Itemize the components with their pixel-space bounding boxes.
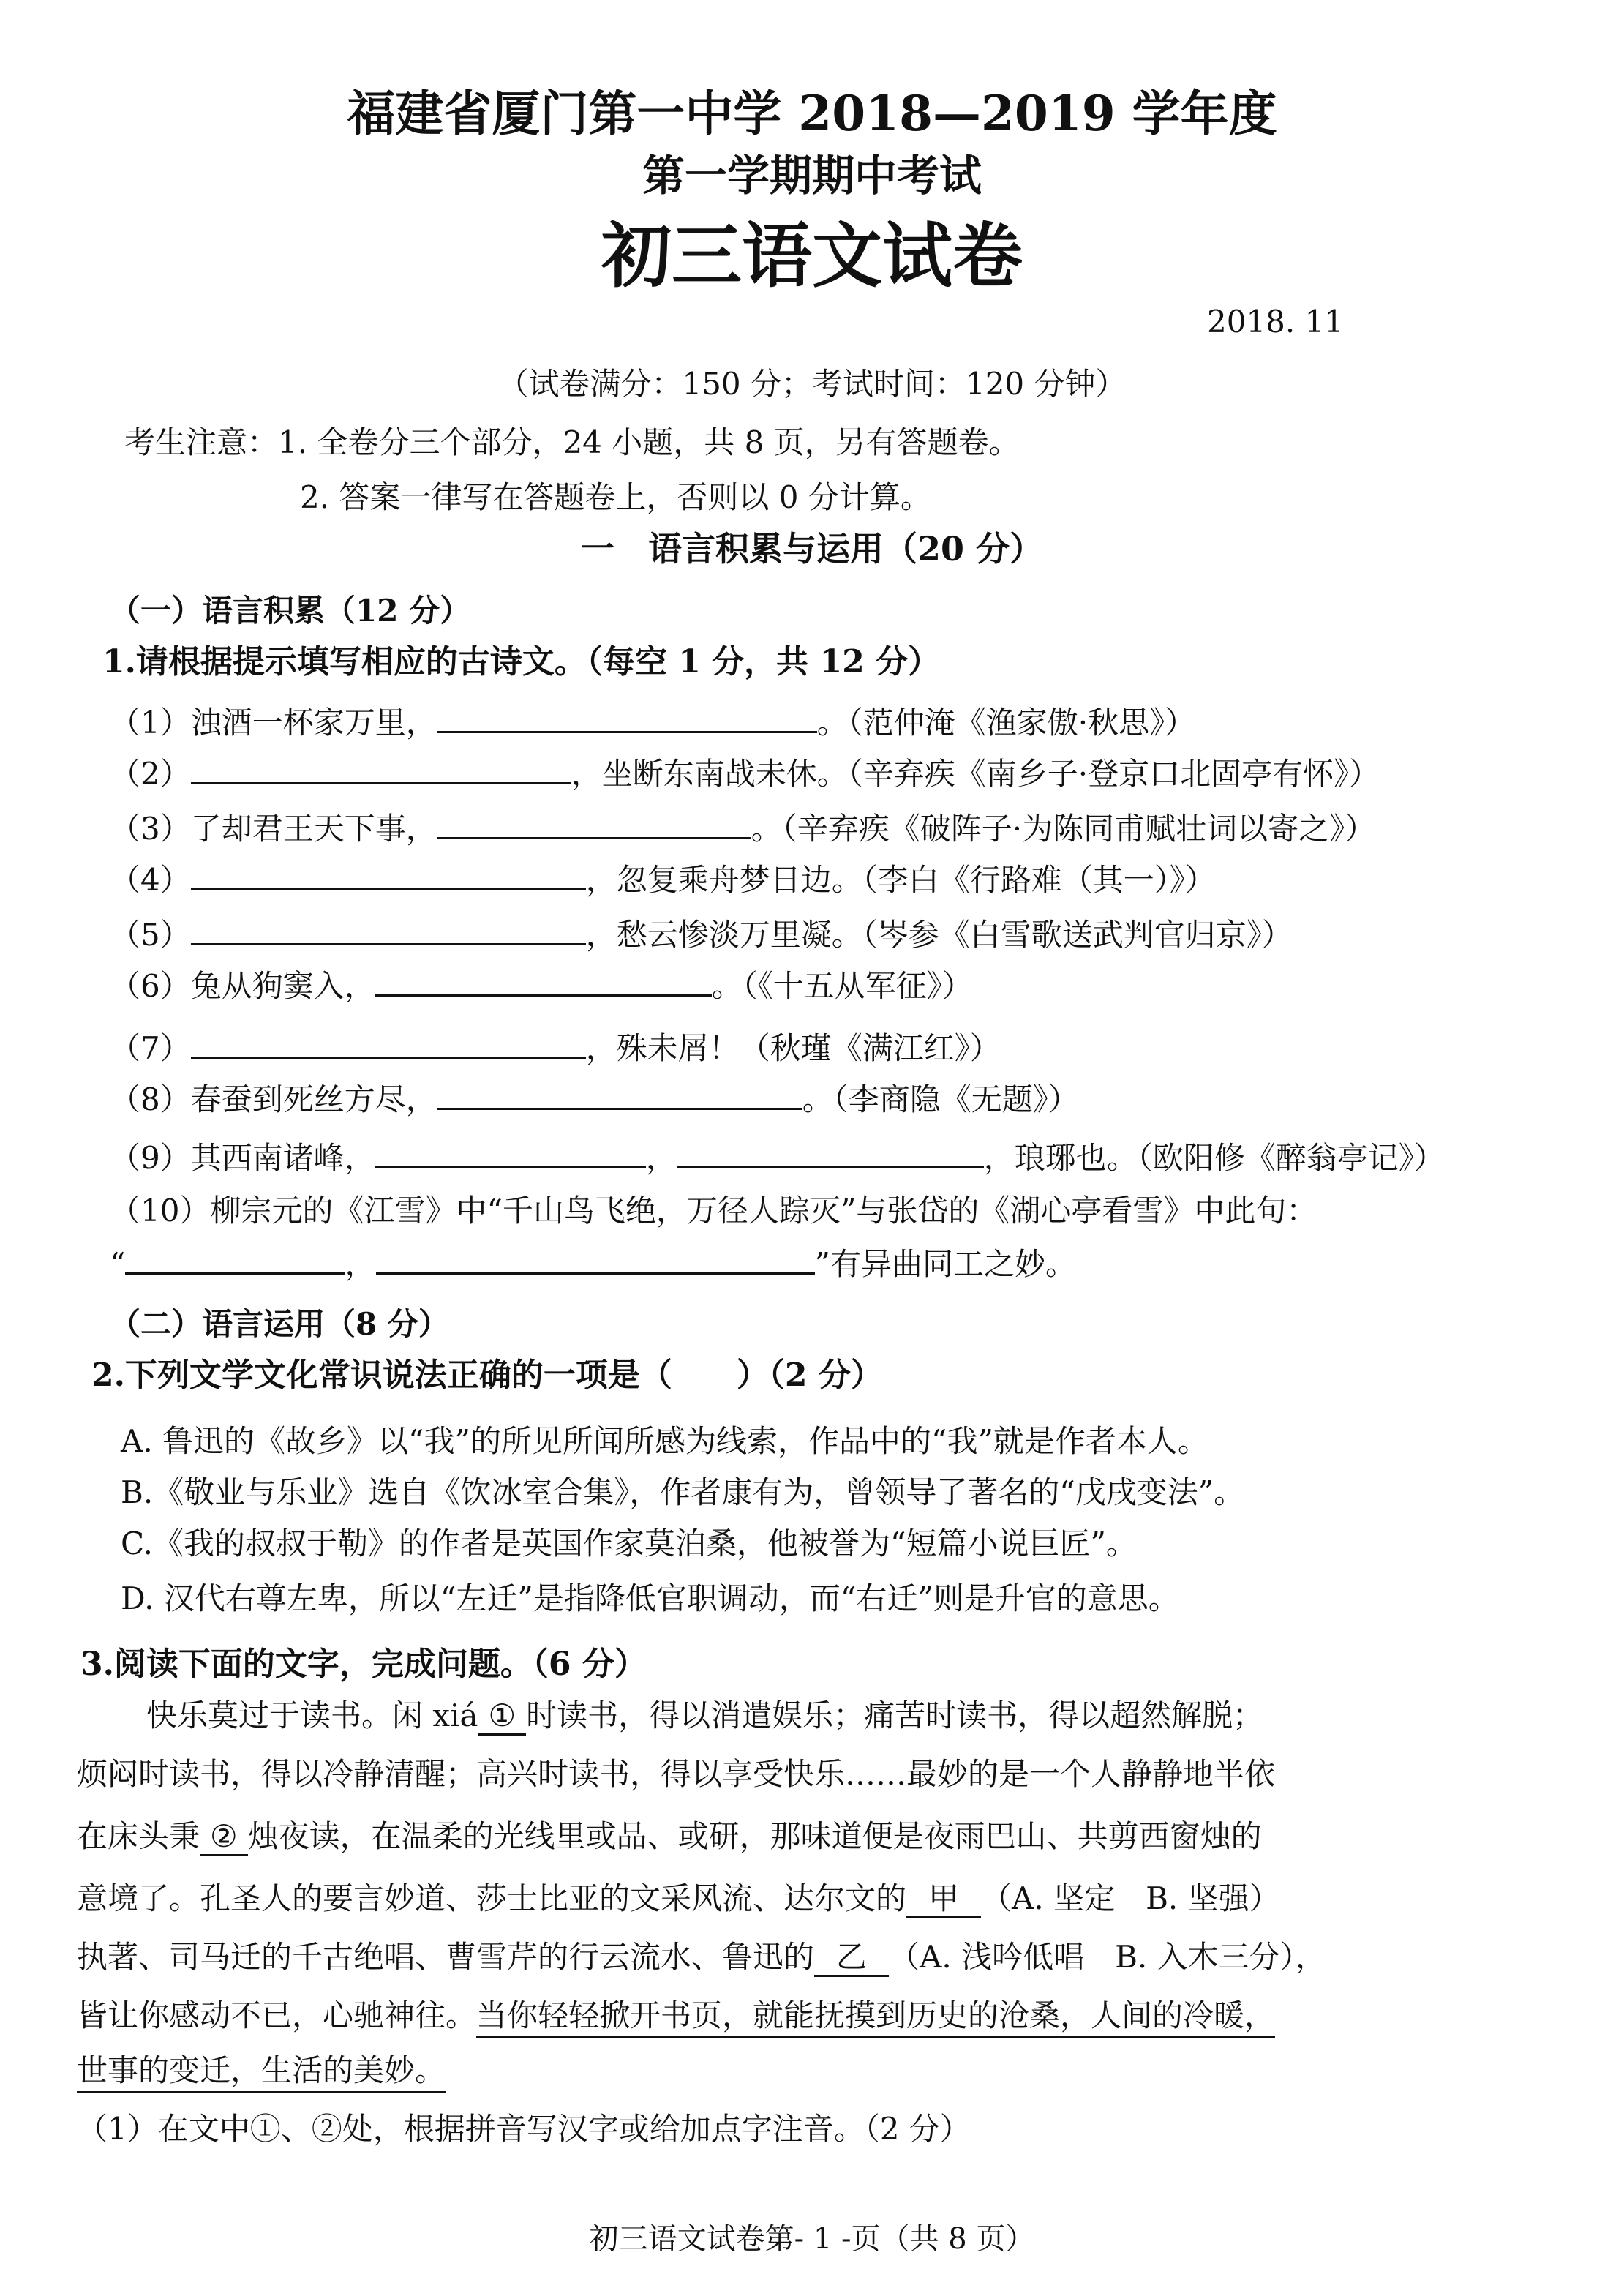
item-text: ”有异曲同工之妙。	[814, 1246, 1076, 1282]
section-heading: 一 语言积累与运用（20 分）	[580, 529, 1044, 569]
passage-line	[77, 1994, 1275, 2038]
notice-text: 1. 全卷分三个部分，24 小题，共 8 页，另有答题卷。	[278, 424, 1020, 460]
page-title: 初三语文试卷	[601, 214, 1023, 297]
item-source: 。（李商隐《无题》）	[802, 1081, 1079, 1117]
answer-blank[interactable]	[191, 750, 571, 784]
item-5	[110, 911, 1293, 957]
passage-line	[77, 2049, 446, 2093]
question-1: 1.请根据提示填写相应的古诗文。（每空 1 分，共 12 分）	[102, 643, 941, 680]
item-num: （4）	[110, 862, 191, 898]
notice-2: 2. 答案一律写在答题卷上，否则以 0 分计算。	[300, 479, 931, 515]
part2-heading: （二）语言运用（8 分）	[110, 1306, 449, 1342]
underlined-sentence: 世事的变迁，生活的美妙。	[77, 2052, 446, 2093]
answer-blank[interactable]	[191, 856, 586, 890]
item-3	[110, 805, 1375, 851]
item-source: ，琅琊也。（欧阳修《醉翁亭记》）	[983, 1140, 1445, 1176]
item-num: （3）	[110, 811, 191, 847]
quote-mark: “	[110, 1246, 126, 1282]
passage-text: 执著、司马迁的千古绝唱、曹雪芹的行云流水、鲁迅的	[77, 1939, 815, 1975]
blank-1[interactable]: ①	[478, 1698, 527, 1736]
item-text: ，殊未屑！（秋瑾《满江红》）	[585, 1030, 1001, 1066]
answer-blank[interactable]	[191, 1024, 586, 1059]
answer-blank[interactable]	[376, 1240, 815, 1275]
school-title: 福建省厦门第一中学 2018—2019 学年度	[347, 85, 1277, 142]
question-2: 2.下列文学文化常识说法正确的一项是（ ）（2 分）	[91, 1357, 883, 1394]
question-3: 3.阅读下面的文字，完成问题。（6 分）	[80, 1646, 647, 1683]
item-text: 其西南诸峰，	[190, 1140, 375, 1176]
option-b: B.《敬业与乐业》选自《饮冰室合集》，作者康有为，曾领导了著名的“戊戌变法”。	[121, 1474, 1245, 1510]
item-num: （5）	[110, 917, 191, 953]
item-text: 了却君王天下事，	[190, 811, 437, 847]
item-text: 柳宗元的《江雪》中“千山鸟飞绝，万径人踪灭”与张岱的《湖心亭看雪》中此句：	[210, 1193, 1317, 1228]
item-num: （10）	[110, 1193, 211, 1228]
item-source: 。（辛弃疾《破阵子·为陈同甫赋壮词以寄之》）	[751, 811, 1376, 847]
item-num: （2）	[110, 756, 191, 792]
item-7	[110, 1024, 1001, 1070]
item-1	[110, 699, 1195, 745]
item-text: ，愁云惨淡万里凝。（岑参《白雪歌送武判官归京》）	[585, 917, 1293, 953]
passage-text: 意境了。孔圣人的要言妙道、莎士比亚的文采风流、达尔文的	[77, 1880, 907, 1916]
item-text: 浊酒一杯家万里，	[190, 705, 437, 740]
answer-blank[interactable]	[125, 1240, 345, 1275]
item-num: （1）	[110, 705, 191, 740]
notice-label: 考生注意：	[124, 424, 279, 460]
passage-line: 烦闷时读书，得以冷静清醒；高兴时读书，得以享受快乐……最妙的是一个人静静地半依	[77, 1756, 1276, 1792]
option-d: D. 汉代右尊左卑，所以“左迁”是指降低官职调动，而“右迁”则是升官的意思。	[121, 1580, 1179, 1616]
answer-blank[interactable]	[437, 699, 817, 733]
passage-line	[146, 1694, 1263, 1738]
answer-blank[interactable]	[437, 1076, 802, 1110]
option-c: C.《我的叔叔于勒》的作者是英国作家莫泊桑，他被誉为“短篇小说巨匠”。	[121, 1526, 1137, 1561]
item-num: （8）	[110, 1081, 191, 1117]
passage-text: 在床头秉	[77, 1818, 200, 1854]
passage-text: （A. 坚定 B. 坚强）	[981, 1880, 1280, 1916]
page-footer: 初三语文试卷第- 1 -页（共 8 页）	[589, 2222, 1035, 2256]
item-4	[110, 856, 1216, 902]
item-text: ，忽复乘舟梦日边。（李白《行路难（其一）》）	[585, 862, 1216, 898]
notice-1	[124, 421, 1020, 465]
answer-blank[interactable]	[437, 805, 751, 839]
item-source: 。（范仲淹《渔家傲·秋思》）	[816, 705, 1196, 740]
item-6	[110, 962, 973, 1008]
passage-line	[77, 1877, 1280, 1921]
passage-line	[77, 1935, 1326, 1979]
item-10-line2	[110, 1240, 1076, 1286]
passage-text: 皆让你感动不已，心驰神往。	[77, 1997, 477, 2033]
blank-jia[interactable]: 甲	[906, 1880, 981, 1918]
passage-line	[77, 1815, 1262, 1858]
item-9	[110, 1134, 1445, 1180]
item-10	[110, 1189, 1317, 1233]
exam-info: （试卷满分：150 分；考试时间：120 分钟）	[497, 366, 1127, 402]
item-text: 兔从狗窦入，	[190, 968, 375, 1004]
passage-text: 时读书，得以消遣娱乐；痛苦时读书，得以超然解脱；	[526, 1698, 1264, 1733]
passage-text: 快乐莫过于读书。闲 xiá	[146, 1698, 478, 1733]
item-8	[110, 1076, 1079, 1122]
item-sep: ，	[345, 1246, 376, 1282]
passage-text: （A. 浅吟低唱 B. 入木三分），	[889, 1939, 1326, 1975]
item-text: 春蚕到死丝方尽，	[190, 1081, 437, 1117]
answer-blank[interactable]	[375, 962, 712, 997]
exam-date: 2018. 11	[1207, 304, 1345, 340]
item-num: （9）	[110, 1140, 191, 1176]
item-text: ，坐断东南战未休。（辛弃疾《南乡子·登京口北固亭有怀》）	[571, 756, 1380, 792]
question-3-1: （1）在文中①、②处，根据拼音写汉字或给加点字注音。（2 分）	[77, 2111, 971, 2147]
term-title: 第一学期期中考试	[642, 151, 982, 200]
answer-blank[interactable]	[375, 1134, 646, 1168]
blank-yi[interactable]: 乙	[814, 1939, 889, 1977]
item-source: 。（《十五从军征》）	[711, 968, 973, 1004]
underlined-sentence: 当你轻轻掀开书页，就能抚摸到历史的沧桑，人间的冷暖，	[476, 1997, 1275, 2038]
option-a: A. 鲁迅的《故乡》以“我”的所见所闻所感为线索，作品中的“我”就是作者本人。	[121, 1423, 1208, 1459]
item-2	[110, 750, 1380, 796]
blank-2[interactable]: ②	[200, 1818, 248, 1856]
item-num: （7）	[110, 1030, 191, 1066]
part1-heading: （一）语言积累（12 分）	[110, 593, 471, 629]
answer-blank[interactable]	[191, 911, 586, 945]
item-num: （6）	[110, 968, 191, 1004]
item-sep: ，	[645, 1140, 677, 1176]
passage-text: 烛夜读，在温柔的光线里或品、或研，那味道便是夜雨巴山、共剪西窗烛的	[247, 1818, 1262, 1854]
answer-blank[interactable]	[677, 1134, 984, 1168]
